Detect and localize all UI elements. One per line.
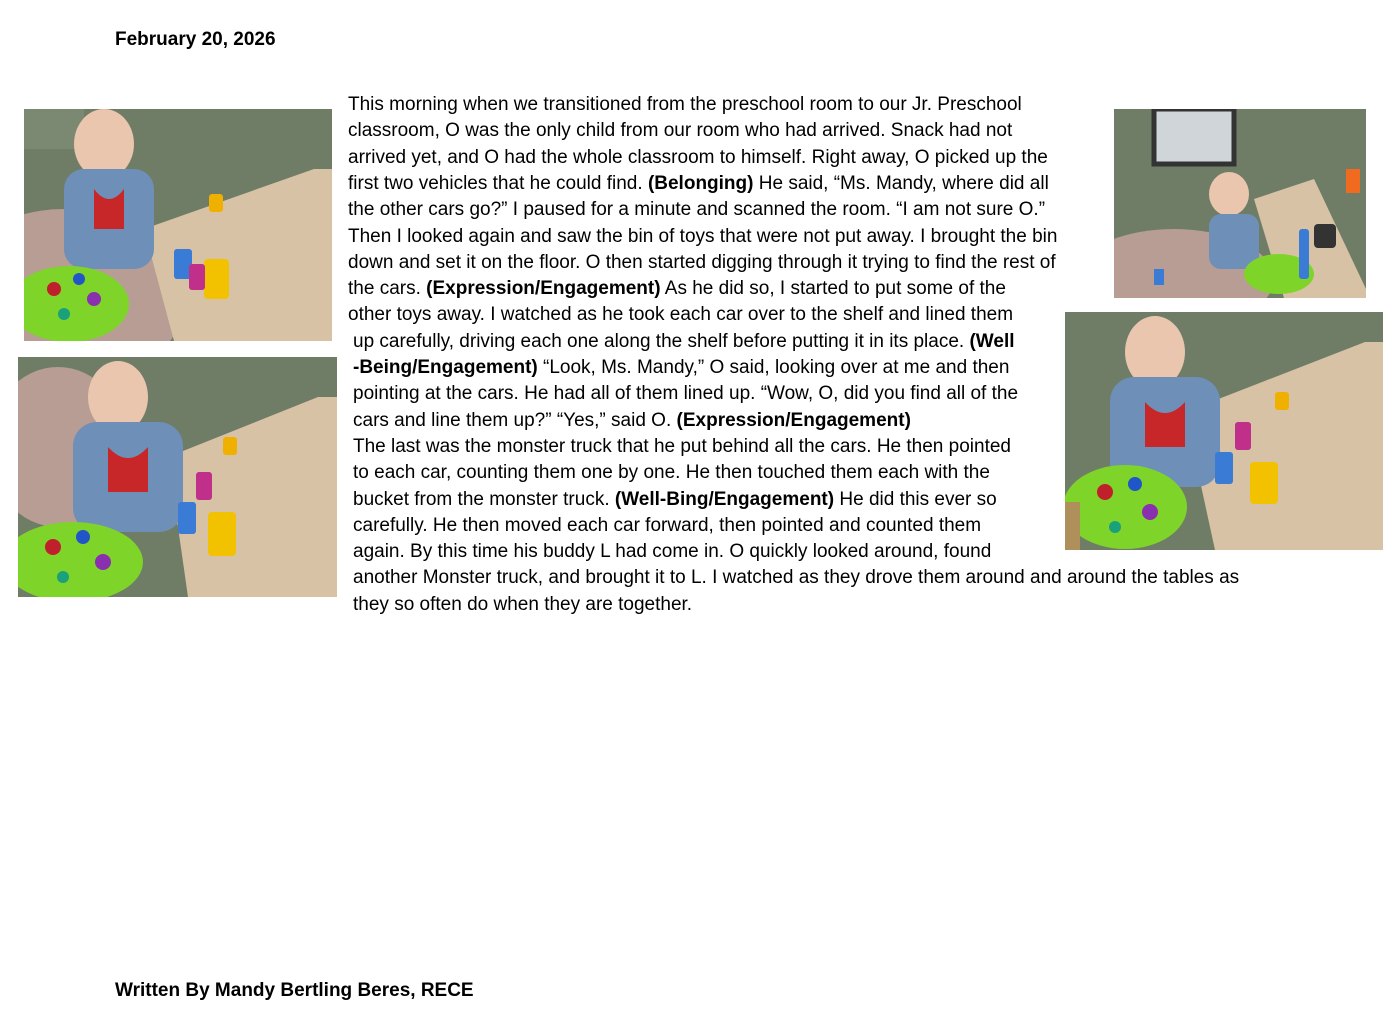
- story-line: [348, 92, 1022, 118]
- story-line: [348, 197, 1045, 223]
- story-text: they so often do when they are together.: [353, 593, 693, 615]
- story-tag: (Expression/Engagement): [676, 409, 911, 431]
- photo-boy-pointing-cars: [1065, 312, 1383, 550]
- story-line: [348, 145, 1048, 171]
- story-text: pointing at the cars. He had all of them lined up. “Wow, O, did you find all of the: [353, 383, 1019, 405]
- photo-boy-at-shelf-1: [24, 109, 332, 341]
- story-line: [353, 513, 981, 539]
- story-text: down and set it on the floor. O then started digging through it trying to find the rest of: [348, 251, 1056, 273]
- story-text: He did this ever so: [834, 488, 997, 510]
- story-line: [348, 171, 1049, 197]
- story-line: [348, 250, 1056, 276]
- story-text: classroom, O was the only child from our room who had arrived. Snack had not: [348, 120, 1013, 142]
- story-text: other toys away. I watched as he took each car over to the shelf and lined them: [348, 304, 1014, 326]
- story-line: [353, 329, 1015, 355]
- story-line: [348, 224, 1057, 250]
- story-line: [348, 276, 1006, 302]
- photo-boy-by-window: [1114, 109, 1366, 298]
- story-line: [353, 592, 692, 618]
- document-date: February 20, 2026: [115, 29, 276, 50]
- story-line: [353, 539, 991, 565]
- story-line: [353, 408, 911, 434]
- story-text: Then I looked again and saw the bin of toys that were not put away. I brought the bin: [348, 225, 1058, 247]
- story-line: [353, 487, 997, 513]
- story-line: [353, 460, 990, 486]
- story-text: the cars.: [348, 278, 427, 300]
- story-text: again. By this time his buddy L had come in. O quickly looked around, found: [353, 541, 992, 563]
- story-text: “Look, Ms. Mandy,” O said, looking over at me and then: [537, 357, 1010, 378]
- story-text: first two vehicles that he could find.: [348, 172, 648, 194]
- story-tag: (Well: [969, 330, 1015, 352]
- story-text: bucket from the monster truck.: [353, 488, 615, 510]
- story-text: This morning when we transitioned from the preschool room to our Jr. Preschool: [348, 94, 1022, 115]
- story-text: to each car, counting them one by one. He then touched them each with the: [353, 462, 990, 484]
- story-text: up carefully, driving each one along the shelf before putting it in its place.: [353, 330, 970, 352]
- story-tag: (Well-Bing/Engagement): [614, 488, 835, 510]
- story-text: the other cars go?” I paused for a minute and scanned the room. “I am not sure O.”: [348, 199, 1046, 221]
- story-line: [353, 381, 1018, 407]
- story-line: [353, 434, 1011, 460]
- photo-boy-at-shelf-2: [18, 357, 337, 597]
- story-line: [353, 355, 1009, 381]
- author-signature: Written By Mandy Bertling Beres, RECE: [115, 980, 474, 1001]
- story-text: As he did so, I started to put some of the: [660, 278, 1006, 300]
- story-line: [348, 118, 1012, 144]
- story-text: arrived yet, and O had the whole classroom to himself. Right away, O picked up the: [348, 146, 1048, 168]
- story-text: carefully. He then moved each car forward, then pointed and counted them: [353, 514, 982, 536]
- story-line: [353, 565, 1239, 591]
- story-text: He said, “Ms. Mandy, where did all: [753, 172, 1049, 194]
- story-tag: (Expression/Engagement): [426, 278, 661, 300]
- story-text: The last was the monster truck that he put behind all the cars. He then pointed: [353, 435, 1011, 457]
- story-tag: -Being/Engagement): [353, 357, 538, 378]
- story-text: another Monster truck, and brought it to L. I watched as they drove them around and around the tables as: [353, 567, 1240, 589]
- story-line: [348, 302, 1013, 328]
- story-tag: (Belonging): [647, 172, 754, 194]
- story-text: cars and line them up?” “Yes,” said O.: [353, 409, 677, 431]
